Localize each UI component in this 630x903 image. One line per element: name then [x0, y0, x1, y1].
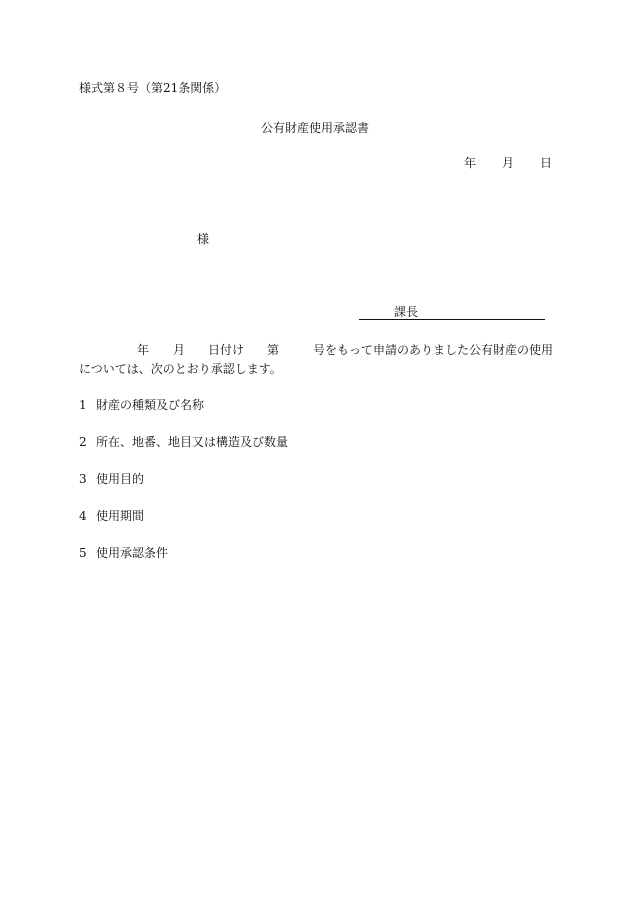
body-text-line-2: については、次のとおり承認します。	[79, 362, 282, 376]
item-number: 3	[79, 472, 87, 486]
item-number: 4	[79, 509, 87, 523]
list-item	[79, 398, 204, 412]
form-number: 様式第８号（第21条関係）	[79, 81, 227, 95]
addressee-suffix: 様	[197, 232, 210, 246]
item-number: 1	[79, 398, 87, 412]
item-label: 使用期間	[96, 509, 145, 523]
item-number: 5	[79, 546, 87, 560]
body-day-dated: 日付け	[208, 343, 245, 357]
document-title: 公有財産使用承認書	[260, 121, 369, 135]
date-line	[464, 156, 552, 170]
issuer-title: 課長	[394, 305, 419, 319]
item-label: 所在、地番、地目又は構造及び数量	[96, 435, 289, 449]
list-item	[79, 546, 168, 560]
body-year: 年	[137, 343, 150, 357]
item-number: 2	[79, 435, 87, 449]
item-label: 使用目的	[96, 472, 145, 486]
body-number-suffix: 号をもって申請のありました公有財産の使用	[313, 343, 554, 357]
list-item	[79, 435, 288, 449]
item-label: 財産の種類及び名称	[96, 398, 205, 412]
item-label: 使用承認条件	[96, 546, 169, 560]
issuer-signature-line	[359, 305, 545, 320]
body-month: 月	[173, 343, 186, 357]
date-day-label: 日	[540, 156, 553, 170]
body-number-prefix: 第	[267, 343, 280, 357]
date-month-label: 月	[502, 156, 515, 170]
date-year-label: 年	[464, 156, 477, 170]
list-item	[79, 472, 144, 486]
list-item	[79, 509, 144, 523]
